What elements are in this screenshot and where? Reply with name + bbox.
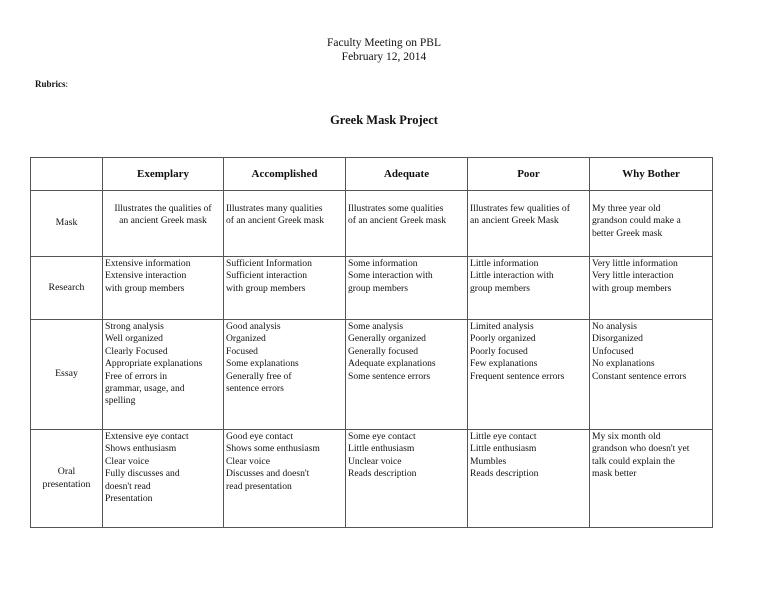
cell-text-line: Limited analysis (470, 321, 534, 332)
cell-text-line: Unclear voice (348, 455, 402, 467)
column-header-exemplary: Exemplary (103, 158, 224, 191)
rubric-row (31, 430, 713, 528)
cell-text-line: Some interaction with (348, 270, 433, 282)
cell-text-line: spelling (105, 395, 136, 407)
row-label: Oral presentation (31, 430, 103, 528)
meeting-title: Faculty Meeting on PBL (326, 37, 442, 49)
rubric-cell (346, 320, 468, 430)
cell-text-line: Some information (348, 258, 418, 269)
cell-text-line: Illustrates some qualities (348, 203, 444, 214)
rubric-cell (346, 257, 468, 320)
cell-text-line: grandson who doesn't yet (592, 443, 690, 455)
row-label: Research (31, 257, 103, 320)
cell-text-line: Generally focused (348, 345, 419, 357)
cell-text-line: My three year old (592, 203, 661, 214)
meeting-date: February 12, 2014 (341, 51, 427, 63)
cell-text-line: Very little interaction (592, 270, 674, 282)
cell-text-line: Constant sentence errors (592, 370, 687, 382)
cell-text-line: Unfocused (592, 345, 634, 357)
column-header-why-bother: Why Bother (590, 158, 713, 191)
cell-text-line: Free of errors in (105, 370, 168, 382)
cell-text-line: Good eye contact (226, 431, 294, 442)
cell-text-line: better Greek mask (592, 227, 663, 239)
rubric-cell (346, 191, 468, 257)
cell-text-line: group members (348, 282, 408, 294)
cell-text-line: Generally organized (348, 333, 426, 345)
cell-text-line: Good analysis (226, 321, 281, 332)
cell-text-line: Shows some enthusiasm (226, 443, 320, 455)
cell-text-line: Illustrates the qualities of (114, 203, 212, 214)
cell-text-line: Very little information (592, 258, 678, 269)
cell-text-line: read presentation (226, 480, 292, 492)
cell-text-line: Well organized (105, 333, 163, 345)
cell-text-line: sentence errors (226, 383, 284, 395)
cell-text-line: an ancient Greek Mask (470, 215, 559, 227)
cell-text-line: Poorly organized (470, 333, 536, 345)
cell-text-line: grandson could make a (592, 215, 681, 227)
cell-text-line: No explanations (592, 358, 655, 370)
rubric-cell (224, 320, 346, 430)
rubric-cell (590, 430, 713, 528)
cell-text-line: Poorly focused (470, 345, 528, 357)
column-header-adequate: Adequate (346, 158, 468, 191)
cell-text-line: Some analysis (348, 321, 404, 332)
cell-text-line: Little eye contact (470, 431, 537, 442)
cell-text-line: Illustrates few qualities of (470, 203, 570, 214)
rubric-cell (224, 430, 346, 528)
cell-text-line: with group members (592, 282, 672, 294)
cell-text-line: Some sentence errors (348, 370, 431, 382)
cell-text-line: Mumbles (470, 455, 507, 467)
cell-text-line: Adequate explanations (348, 358, 436, 370)
cell-text-line: Disorganized (592, 333, 643, 345)
column-header-accomplished: Accomplished (224, 158, 346, 191)
rubric-table (30, 157, 713, 528)
cell-text-line: with group members (105, 282, 185, 294)
cell-text-line: Clear voice (226, 455, 270, 467)
rubric-cell (590, 257, 713, 320)
document-header (0, 36, 768, 64)
cell-text-line: Little enthusiasm (470, 443, 537, 455)
cell-text-line: Fully discusses and (105, 468, 180, 480)
cell-text-line: Some explanations (226, 358, 299, 370)
cell-text-line: Generally free of (226, 370, 292, 382)
rubric-cell (468, 320, 590, 430)
cell-text-line: Extensive eye contact (105, 431, 189, 442)
cell-text-line: No analysis (592, 321, 638, 332)
rubric-cell (346, 430, 468, 528)
cell-text-line: Few explanations (470, 358, 538, 370)
cell-text-line: with group members (226, 282, 306, 294)
cell-text-line: My six month old (592, 431, 661, 442)
cell-text-line: Extensive interaction (105, 270, 187, 282)
cell-text-line: an ancient Greek mask (119, 215, 207, 227)
rubric-cell (103, 320, 224, 430)
rubric-cell (468, 430, 590, 528)
cell-text-line: Reads description (470, 468, 539, 480)
cell-text-line: of an ancient Greek mask (226, 215, 325, 227)
rubric-cell (224, 191, 346, 257)
rubric-cell (103, 257, 224, 320)
cell-text-line: Shows enthusiasm (105, 443, 177, 455)
cell-text-line: Little information (470, 258, 539, 269)
cell-text-line: Reads description (348, 468, 417, 480)
cell-text-line: talk could explain the (592, 455, 675, 467)
cell-text-line: Clear voice (105, 455, 149, 467)
cell-text-line: Sufficient Information (226, 258, 312, 269)
rubric-cell (224, 257, 346, 320)
cell-text-line: of an ancient Greek mask (348, 215, 447, 227)
rubric-row (31, 257, 713, 320)
rubric-cell (590, 191, 713, 257)
cell-text-line: Presentation (105, 493, 153, 505)
rubric-cell (468, 257, 590, 320)
cell-text-line: group members (470, 282, 530, 294)
rubric-cell (103, 191, 224, 257)
project-title: Greek Mask Project (330, 113, 438, 127)
cell-text-line: Extensive information (105, 258, 191, 269)
cell-text-line: Strong analysis (105, 321, 164, 332)
header-row (31, 158, 713, 191)
cell-text-line: Sufficient interaction (226, 270, 308, 282)
rubric-row (31, 320, 713, 430)
cell-text-line: Clearly Focused (105, 345, 168, 357)
rubric-cell (590, 320, 713, 430)
cell-text-line: Focused (226, 345, 258, 357)
cell-text-line: Illustrates many qualities (226, 203, 323, 214)
column-header-poor: Poor (468, 158, 590, 191)
cell-text-line: Appropriate explanations (105, 358, 203, 370)
row-label: Mask (31, 191, 103, 257)
corner-cell (31, 158, 103, 191)
row-label: Essay (31, 320, 103, 430)
cell-text-line: Little enthusiasm (348, 443, 415, 455)
rubric-row (31, 191, 713, 257)
rubric-cell (468, 191, 590, 257)
cell-text-line: Frequent sentence errors (470, 370, 565, 382)
cell-text-line: grammar, usage, and (105, 383, 185, 395)
cell-text-line: doesn't read (105, 480, 151, 492)
cell-text-line: Little interaction with (470, 270, 554, 282)
rubric-cell (103, 430, 224, 528)
cell-text-line: Organized (226, 333, 266, 345)
cell-text-line: mask better (592, 468, 637, 480)
cell-text-line: Discusses and doesn't (226, 468, 310, 480)
cell-text-line: Some eye contact (348, 431, 416, 442)
rubrics-label: Rubrics: (35, 79, 69, 89)
